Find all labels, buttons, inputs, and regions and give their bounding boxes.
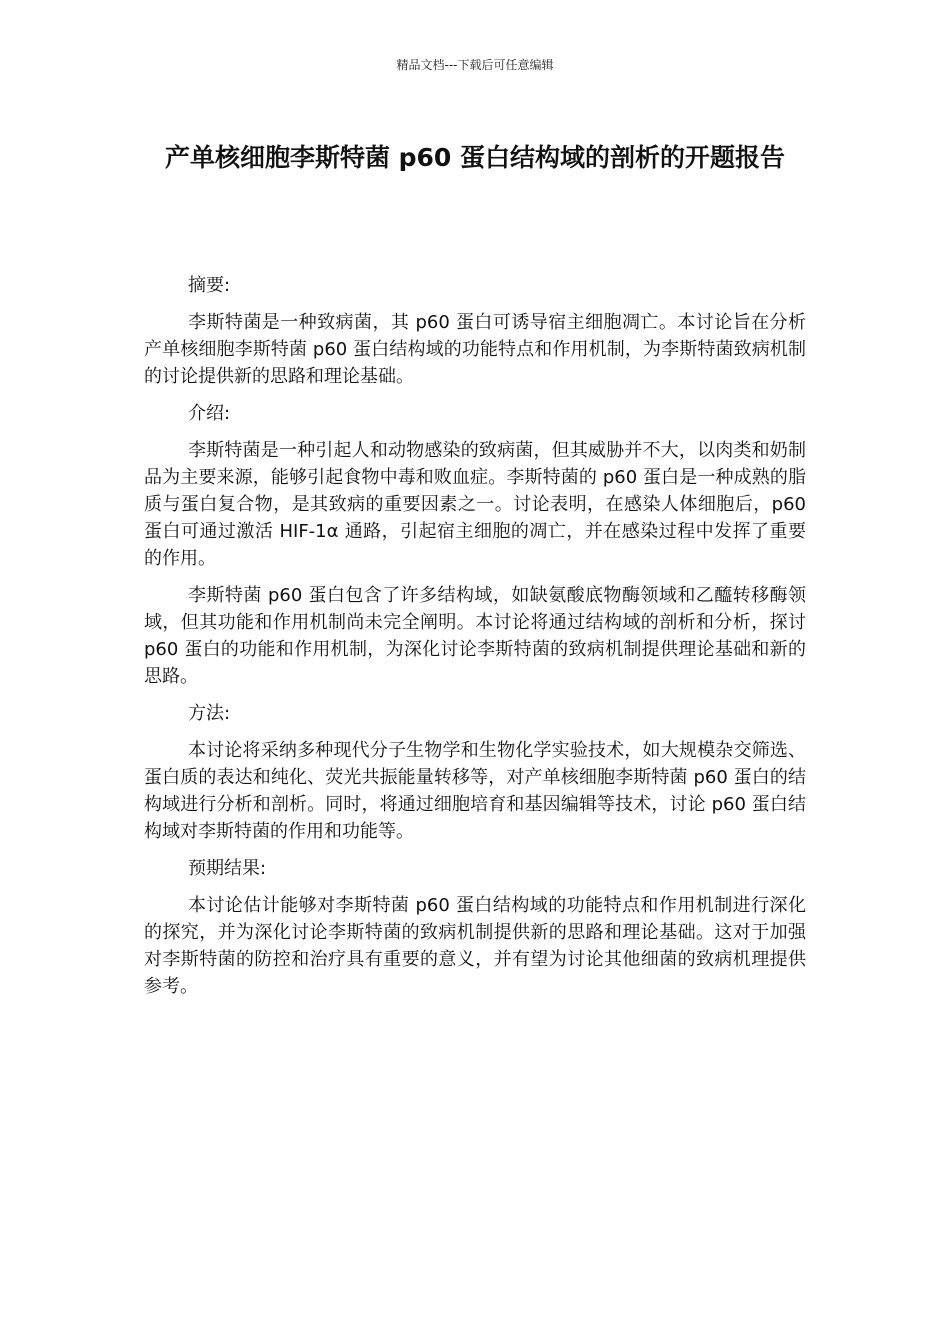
methods-paragraph: 本讨论将采纳多种现代分子生物学和生物化学实验技术，如大规模杂交筛选、蛋白质的表达和纯化、荧光共振能量转移等，对产单核细胞李斯特菌 p60 蛋白的结构域进行分析和剖析。同时，将通过细胞培育和基因编辑等技术，讨论 p60 蛋白结构域对李斯特菌的作用和功能等。 xyxy=(144,740,806,842)
document-body xyxy=(144,272,806,1010)
section-heading-introduction: 介绍: xyxy=(188,403,231,424)
page-header: 精品文档---下载后可任意编辑 xyxy=(396,58,554,72)
introduction-paragraph-2: 李斯特菌 p60 蛋白包含了许多结构域，如缺氨酸底物酶领域和乙醯转移酶领域，但其功能和作用机制尚未完全阐明。本讨论将通过结构域的剖析和分析，探讨 p60 蛋白的功能和作用机制，为深化讨论李斯特菌的致病机制提供理论基础和新的思路。 xyxy=(144,585,806,687)
abstract-paragraph: 李斯特菌是一种致病菌，其 p60 蛋白可诱导宿主细胞凋亡。本讨论旨在分析产单核细胞李斯特菌 p60 蛋白结构域的功能特点和作用机制，为李斯特菌致病机制的讨论提供新的思路和理论基础。 xyxy=(144,312,806,387)
expected-results-paragraph: 本讨论估计能够对李斯特菌 p60 蛋白结构域的功能特点和作用机制进行深化的探究，并为深化讨论李斯特菌的致病机制提供新的思路和理论基础。这对于加强对李斯特菌的防控和治疗具有重要的意义，并有望为讨论其他细菌的致病机理提供参考。 xyxy=(144,895,806,997)
document-title: 产单核细胞李斯特菌 p60 蛋白结构域的剖析的开题报告 xyxy=(164,143,786,172)
section-heading-methods: 方法: xyxy=(188,703,231,724)
introduction-paragraph-1: 李斯特菌是一种引起人和动物感染的致病菌，但其威胁并不大，以肉类和奶制品为主要来源，能够引起食物中毒和败血症。李斯特菌的 p60 蛋白是一种成熟的脂质与蛋白复合物，是其致病的重要因素之一。讨论表明，在感染人体细胞后，p60 蛋白可通过激活 HIF-1α 通路，引起宿主细胞的凋亡，并在感染过程中发挥了重要的作用。 xyxy=(144,440,806,569)
section-heading-abstract: 摘要: xyxy=(188,275,231,296)
section-heading-expected-results: 预期结果: xyxy=(188,858,267,879)
